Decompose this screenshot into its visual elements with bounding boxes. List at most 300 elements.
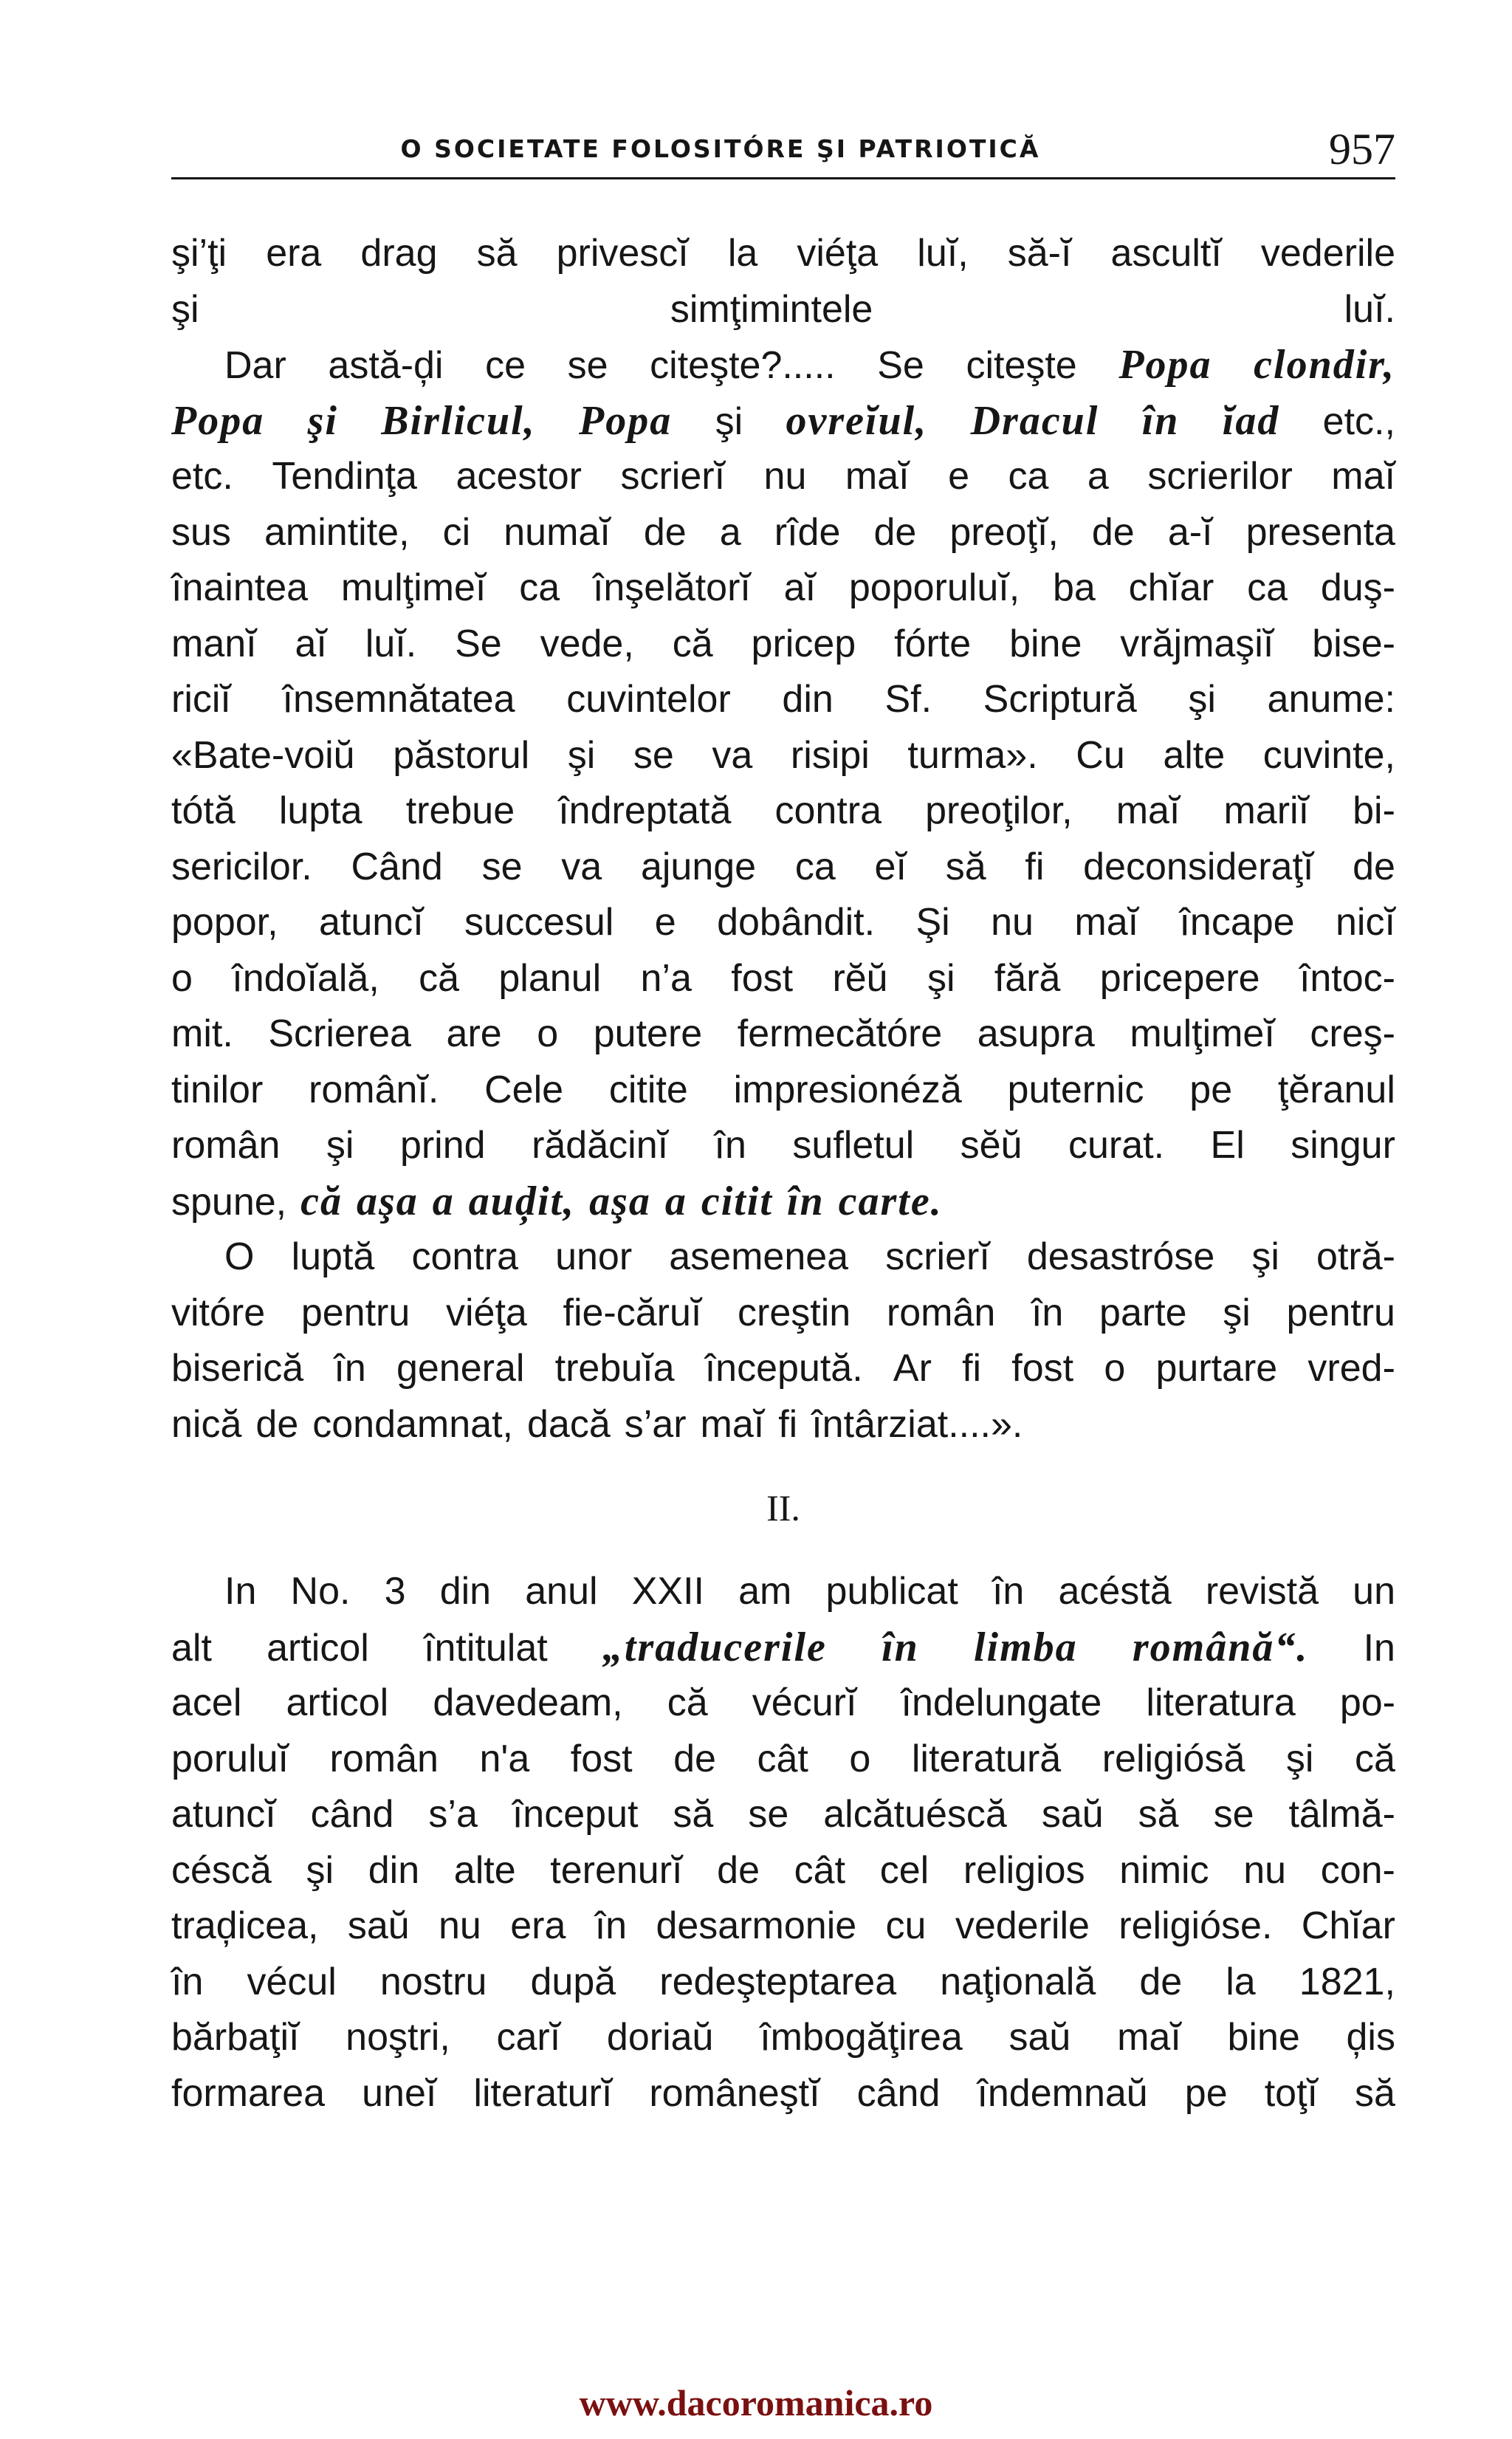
word: redeşteptarea [659,1960,897,2003]
word: maĭ [1331,455,1395,498]
word: dacă [526,1402,611,1446]
word: eĭ [874,845,907,888]
word: s’a [428,1793,478,1836]
word: să [1138,1793,1179,1836]
italic-word: română“. [1132,1624,1309,1670]
word: româneştĭ [649,2071,820,2115]
italic-word: „traducerile [602,1624,827,1670]
word: Ar [893,1347,932,1390]
word: mulţimeĭ [1130,1012,1275,1055]
word: să [673,1793,714,1836]
word: cu [885,1904,927,1947]
word: otră- [1316,1235,1395,1278]
word: céscă [171,1848,272,1892]
word: 1821, [1299,1960,1395,2003]
word: vécul [247,1960,337,2003]
text-line [171,1955,1395,2011]
word: condamnat, [312,1402,513,1446]
italic-word: şi [307,397,338,444]
word: îndoĭală, [232,956,379,1000]
word: că [667,1681,708,1724]
word: luĭ. [365,622,417,665]
word: parte [1099,1291,1187,1334]
text-line [171,728,1395,784]
word: vederile [955,1904,1090,1947]
word: simţimintele [670,287,873,331]
word: anume: [1267,678,1395,721]
italic-word: în [786,1178,825,1224]
word: vrăjmaşiĭ [1120,622,1274,665]
section-heading: II. [766,1487,800,1529]
word: toţĭ [1264,2071,1318,2115]
word: rădăcinĭ [532,1124,669,1167]
word: pe [1189,1068,1233,1111]
word: fără [994,956,1061,1000]
word: literaturĭ [473,2071,613,2115]
word: ascultĭ [1110,232,1222,275]
text-line [171,449,1395,505]
word: Sf. [884,678,932,721]
word: vederile [1260,232,1395,275]
italic-word: Popa [1118,342,1212,388]
word: citite [608,1068,688,1111]
word: etc. [171,455,233,498]
word: Scriptură [983,678,1137,721]
text-line [171,1286,1395,1342]
word: alcătuéscă [823,1793,1007,1836]
word: acéstă [1058,1570,1172,1613]
word: poporuluĭ, [848,566,1020,609]
word: traḑicea, [171,1904,319,1947]
word: se [1213,1793,1254,1836]
word: şi [1188,678,1216,721]
word: să-ĭ [1007,232,1072,275]
word: Dar [224,344,286,387]
word: deconsideraţĭ [1083,845,1314,888]
body-text [171,226,1395,2121]
word: pricepere [1099,956,1260,1000]
word: alte [1163,733,1226,777]
word: întitulat [424,1626,548,1670]
word: de [643,510,687,554]
word: Cele [484,1068,564,1111]
text-line [171,1229,1395,1286]
word: încape [1179,901,1295,944]
text-line [171,1843,1395,1899]
word: vécurĭ [752,1681,857,1724]
word: sericilor. [171,845,312,888]
word: planul [498,956,602,1000]
page-number: 957 [1329,125,1395,174]
word: şi [306,1848,334,1892]
word: să [1355,2071,1395,2115]
word: asupra [977,1012,1095,1055]
word: bise- [1312,622,1395,665]
word: o [849,1737,871,1780]
word: de [717,1848,760,1892]
word: în [594,1904,628,1947]
word: fermecătóre [737,1012,943,1055]
word: citeşte?..... [650,344,836,387]
italic-word: Birlicul, [381,397,536,444]
text-line [171,1397,1395,1453]
text-line [171,1732,1395,1788]
word: creş- [1310,1012,1395,1055]
word: va [712,733,753,777]
word: când [310,1793,394,1836]
word: românĭ. [309,1068,439,1111]
word: de [1091,510,1135,554]
word: El [1210,1124,1245,1167]
word: biserică [171,1347,304,1390]
word: Când [351,845,443,888]
word: ḑis [1346,2016,1395,2059]
word: rîde [774,510,841,554]
word: davedeam, [433,1681,623,1724]
word: ţĕranul [1277,1068,1395,1111]
word: religióse. [1118,1904,1273,1947]
running-title: O SOCIETATE FOLOSITÓRE ŞI PATRIOTICĂ [400,134,1041,163]
italic-word: Popa [171,397,265,444]
italic-word: aşa [589,1178,651,1224]
text-line [171,337,1395,394]
word: de [673,1737,716,1780]
word: noştri, [346,2016,450,2059]
word: cât [794,1848,846,1892]
word: viéţa [445,1291,527,1334]
word: creştin [738,1291,851,1334]
word: prind [399,1124,486,1167]
word: Se [455,622,502,665]
word: înşelătorĭ [592,566,751,609]
word: ce [485,344,526,387]
word: se [748,1793,789,1836]
word: singur [1291,1124,1395,1167]
italic-word: ĭad [1222,397,1280,444]
word: Tendinţa [272,455,417,498]
word: sus [171,510,231,554]
word: român [329,1737,439,1780]
word: mariĭ [1223,789,1310,832]
word: bine [1227,2016,1300,2059]
word: fi [1025,845,1045,888]
word: preoţĭ, [949,510,1059,554]
word: se [567,344,608,387]
text-line [171,672,1395,728]
word: atuncĭ [318,901,424,944]
word: saŭ [347,1904,410,1947]
word: s’ar [624,1402,687,1446]
word: şi [567,733,596,777]
word: şi [1223,1291,1251,1334]
word: nu [439,1904,481,1947]
word: presenta [1245,510,1395,554]
word: alte [453,1848,516,1892]
word: drag [360,232,438,275]
text-line [171,1118,1395,1174]
word: viéţa [797,232,879,275]
word: să [945,845,986,888]
word: a [1087,455,1109,498]
word: bine [1009,622,1082,665]
word: n'a [479,1737,530,1780]
word: la [1226,1960,1256,2003]
word: şi [715,399,743,443]
word: anul [525,1570,598,1613]
word: purtare [1155,1347,1278,1390]
footer-url: www.dacoromanica.ro [579,2382,933,2423]
word: luptă [291,1235,375,1278]
word: fost [731,956,794,1000]
word: publicat [825,1570,958,1613]
word: asemenea [669,1235,849,1278]
word: risipi [790,733,870,777]
text-line [171,617,1395,673]
word: contra [411,1235,518,1278]
word: contra [774,789,882,832]
word: luĭ, [917,232,969,275]
text-line [171,394,1395,450]
word: se [481,845,523,888]
word: şi [171,287,199,331]
word: şi [927,956,955,1000]
word: că [419,956,460,1000]
word: am [738,1570,792,1613]
word: se [633,733,674,777]
word: trebuĭa [554,1347,675,1390]
word: sĕŭ [960,1124,1023,1167]
word: astă-ḑi [328,344,444,387]
word: vred- [1307,1347,1395,1390]
word: o [171,956,193,1000]
text-line [171,282,1395,338]
word: scrierĭ [620,455,726,498]
word: fost [1011,1347,1074,1390]
word: după [530,1960,616,2003]
word: bi- [1353,789,1395,832]
word: putere [593,1012,703,1055]
word: pentru [1286,1291,1395,1334]
word: ca [794,845,836,888]
word: XXII [631,1570,704,1613]
word: fi [778,1402,798,1446]
word: fórte [894,622,972,665]
italic-word: carte. [838,1178,943,1224]
word: puternic [1007,1068,1144,1111]
word: curat. [1068,1124,1165,1167]
word: în [714,1124,746,1167]
word: să [476,232,518,275]
word: începută. [704,1347,863,1390]
word: cel [879,1848,929,1892]
word: articol [286,1681,389,1724]
word: îmbogăţirea [760,2016,963,2059]
word: român [886,1291,996,1334]
word: a-ĭ [1167,510,1213,554]
word: lupta [278,789,362,832]
word: şi [326,1124,354,1167]
word: general [396,1347,525,1390]
word: tótă [171,789,236,832]
word: pe [1184,2071,1228,2115]
word: No. [290,1570,351,1613]
italic-word: a [664,1178,687,1224]
word: acestor [456,455,582,498]
word: în [334,1347,366,1390]
word: ca [1247,566,1288,609]
word: literatura [1146,1681,1296,1724]
word: Chĭar [1301,1904,1395,1947]
word: a [719,510,741,554]
text-line [171,840,1395,896]
word: po- [1339,1681,1395,1724]
word: succesul [464,901,614,944]
word: In [224,1570,257,1613]
word: nu [763,455,807,498]
text-line [171,1564,1395,1620]
italic-word: a [432,1178,455,1224]
word: fi [962,1347,982,1390]
italic-word: Popa [579,397,673,444]
italic-word: ovreĭul, [786,397,928,444]
italic-word: în [882,1624,919,1670]
text-line [171,560,1395,617]
word: amintite, [264,510,410,554]
word: desarmonie [656,1904,857,1947]
word: Scrierea [268,1012,411,1055]
text-line [171,895,1395,951]
word: articol [267,1626,369,1670]
text-line [171,783,1395,840]
word: e [654,901,676,944]
text-line [171,1620,1395,1676]
italic-word: auḑit, [468,1178,576,1224]
word: ba [1052,566,1096,609]
word: nicĭ [1336,901,1395,944]
word: cât [757,1737,808,1780]
word: vede, [540,622,634,665]
word: când [856,2071,941,2115]
text-line [171,951,1395,1007]
word: atuncĭ [171,1793,276,1836]
header-rule [171,177,1395,179]
word: In [1363,1626,1395,1670]
word: are [446,1012,502,1055]
italic-word: aşa [357,1178,419,1224]
word: ajunge [640,845,757,888]
text-line [171,1063,1395,1119]
word: popor, [171,901,278,944]
word: ci [442,510,471,554]
word: vitóre [171,1291,266,1334]
word: Se [877,344,924,387]
word: va [561,845,602,888]
word: trebue [405,789,515,832]
word: saŭ [1041,1793,1104,1836]
word: întoc- [1299,956,1395,1000]
word: şi [1285,1737,1314,1780]
word: spune, [171,1180,287,1224]
word: desastróse [1026,1235,1215,1278]
word: religios [963,1848,1085,1892]
word: în [1031,1291,1064,1334]
text-line [171,1006,1395,1063]
word: din [439,1570,492,1613]
word: în [992,1570,1025,1613]
word: naţională [940,1960,1096,2003]
text-line [171,2066,1395,2122]
word: ca [1008,455,1049,498]
italic-word: citit [701,1178,773,1224]
text-line [171,2010,1395,2066]
word: citeşte [966,344,1077,387]
italic-word: în [1141,397,1180,444]
text-line [171,226,1395,282]
word: religiósă [1102,1737,1245,1780]
word: cuvintelor [566,678,731,721]
text-line [171,1675,1395,1732]
word: maĭ [700,1402,765,1446]
word: preoţilor, [925,789,1073,832]
word: Cu [1076,733,1125,777]
word: O [224,1235,255,1278]
word: şi’ţi [171,232,227,275]
text-line [171,1341,1395,1397]
word: un [1353,1570,1395,1613]
word: român [171,1124,281,1167]
word: fie-căruĭ [563,1291,702,1334]
word: o [537,1012,559,1055]
word: alt [171,1626,212,1670]
word: con- [1320,1848,1395,1892]
word: era [266,232,322,275]
italic-word: că [300,1178,343,1224]
word: îndreptată [558,789,732,832]
word: luĭ. [1344,287,1395,331]
italic-word: clondir, [1254,342,1395,388]
word: nimic [1119,1848,1209,1892]
word: din [782,678,834,721]
word: nică [171,1402,242,1446]
word: nu [991,901,1034,944]
word: bărbaţiĭ [171,2016,300,2059]
word: maĭ [1116,789,1181,832]
word: dobândit. [717,901,876,944]
word: că [672,622,713,665]
running-header [171,124,1395,183]
word: păstorul [393,733,530,777]
word: revistă [1205,1570,1319,1613]
word: îndelungate [901,1681,1102,1724]
word: de [1139,1960,1183,2003]
word: impresionéză [733,1068,962,1111]
word: Şi [915,901,950,944]
word: uneĭ [362,2071,437,2115]
word: pentru [300,1291,410,1334]
text-line [171,505,1395,561]
text-line [171,1898,1395,1955]
word: tinilor [171,1068,264,1111]
italic-word: Dracul [970,397,1099,444]
word: cuvinte, [1262,733,1395,777]
word: tâlmă- [1288,1793,1395,1836]
word: doriaŭ [606,2016,714,2059]
word: înaintea [171,566,309,609]
word: că [1355,1737,1395,1780]
text-line [171,1787,1395,1843]
word: era [510,1904,566,1947]
word: de [1353,845,1395,888]
